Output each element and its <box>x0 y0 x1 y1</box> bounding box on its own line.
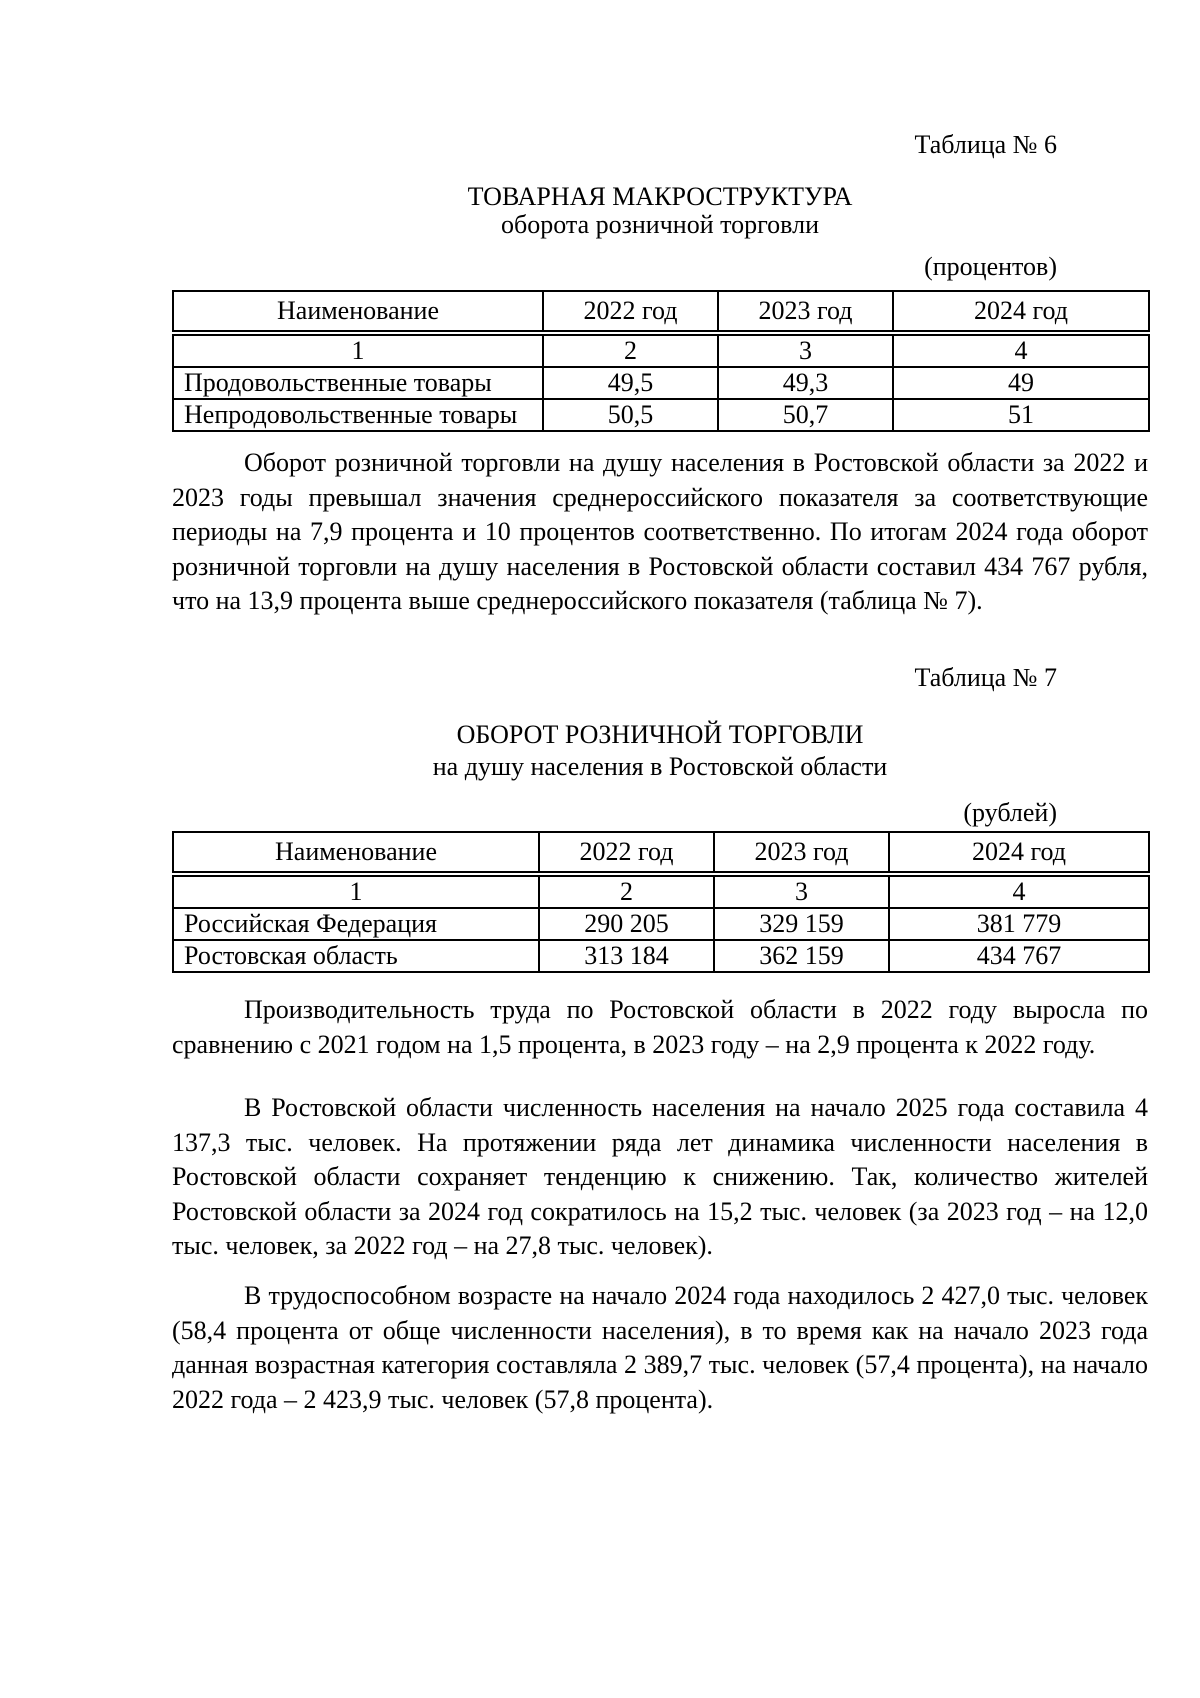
table-7-header-2024: 2024 год <box>889 832 1149 874</box>
table-6-row-1-2024: 49 <box>893 367 1149 399</box>
table-6-row-2-2023: 50,7 <box>718 399 893 431</box>
paragraph-population: В Ростовской области численность населения на начало 2025 года составила 4 137,3 тыс. человек. На протяжении ряда лет динамика численности населения в Ростовской области сохраняет тенденцию к снижению. Так, количество жителей Ростовской области за 2024 год сократилось на 15,2 тыс. человек (за 2023 год – на 12,0 тыс. человек, за 2022 год – на 27,8 тыс. человек). <box>172 1093 1148 1260</box>
table-6-unit: (процентов) <box>924 252 1057 281</box>
table-6-header-2023: 2023 год <box>718 291 893 333</box>
table-7-unit: (рублей) <box>963 798 1057 827</box>
table-6-title: ТОВАРНАЯ МАКРОСТРУКТУРА <box>467 182 853 211</box>
table-6-row-2-2022: 50,5 <box>543 399 718 431</box>
table-6 <box>172 290 1150 432</box>
table-7-header-2022: 2022 год <box>539 832 714 874</box>
table-7-header-2023: 2023 год <box>714 832 889 874</box>
table-6-row-2-2024: 51 <box>893 399 1149 431</box>
table-6-header-2022: 2022 год <box>543 291 718 333</box>
table-6-colnum-4: 4 <box>893 333 1149 367</box>
table-6-header-2024: 2024 год <box>893 291 1149 333</box>
table-7-colnum-4: 4 <box>889 874 1149 908</box>
table-7-row-2-name: Ростовская область <box>173 940 539 972</box>
table-7-row-1-2023: 329 159 <box>714 908 889 940</box>
table-7-title: ОБОРОТ РОЗНИЧНОЙ ТОРГОВЛИ <box>456 720 864 749</box>
table-6-row-1-name: Продовольственные товары <box>173 367 543 399</box>
table-6-row-1-2023: 49,3 <box>718 367 893 399</box>
table-7-row-1-name: Российская Федерация <box>173 908 539 940</box>
table-7-row-2-2023: 362 159 <box>714 940 889 972</box>
table-7 <box>172 831 1150 973</box>
table-7-row-1-2024: 381 779 <box>889 908 1149 940</box>
table-7-column-numbers-row <box>173 874 1149 908</box>
table-7-caption: Таблица № 7 <box>914 663 1057 692</box>
paragraph-retail-turnover: Оборот розничной торговли на душу населения в Ростовской области за 2022 и 2023 годы превышал значения среднероссийского показателя за соответствующие периоды на 7,9 процента и 10 процентов соответственно. По итогам 2024 года оборот розничной торговли на душу населения в Ростовской области составил 434 767 рубля, что на 13,9 процента выше среднероссийского показателя (таблица № 7). <box>172 448 1148 615</box>
table-6-colnum-3: 3 <box>718 333 893 367</box>
table-7-colnum-2: 2 <box>539 874 714 908</box>
table-row <box>173 940 1149 972</box>
table-7-subtitle: на душу населения в Ростовской области <box>432 752 888 781</box>
table-7-row-2-2024: 434 767 <box>889 940 1149 972</box>
table-6-subtitle: оборота розничной торговли <box>501 210 819 239</box>
table-row <box>173 367 1149 399</box>
table-6-header-name: Наименование <box>173 291 543 333</box>
table-6-colnum-2: 2 <box>543 333 718 367</box>
table-6-caption: Таблица № 6 <box>914 130 1057 159</box>
table-6-header-row <box>173 291 1149 333</box>
paragraph-labor-productivity: Производительность труда по Ростовской области в 2022 году выросла по сравнению с 2021 годом на 1,5 процента, в 2023 году – на 2,9 процента к 2022 году. <box>172 995 1148 1059</box>
table-6-colnum-1: 1 <box>173 333 543 367</box>
table-7-row-1-2022: 290 205 <box>539 908 714 940</box>
paragraph-working-age: В трудоспособном возрасте на начало 2024 года находилось 2 427,0 тыс. человек (58,4 процента от обще численности населения), в то время как на начало 2023 года данная возрастная категория составляла 2 389,7 тыс. человек (57,4 процента), на начало 2022 года – 2 423,9 тыс. человек (57,8 процента). <box>172 1281 1148 1414</box>
table-7-row-2-2022: 313 184 <box>539 940 714 972</box>
table-row <box>173 908 1149 940</box>
table-row <box>173 399 1149 431</box>
table-7-colnum-1: 1 <box>173 874 539 908</box>
table-6-row-2-name: Непродовольственные товары <box>173 399 543 431</box>
table-7-colnum-3: 3 <box>714 874 889 908</box>
table-7-header-row <box>173 832 1149 874</box>
table-6-row-1-2022: 49,5 <box>543 367 718 399</box>
table-6-column-numbers-row <box>173 333 1149 367</box>
table-7-header-name: Наименование <box>173 832 539 874</box>
